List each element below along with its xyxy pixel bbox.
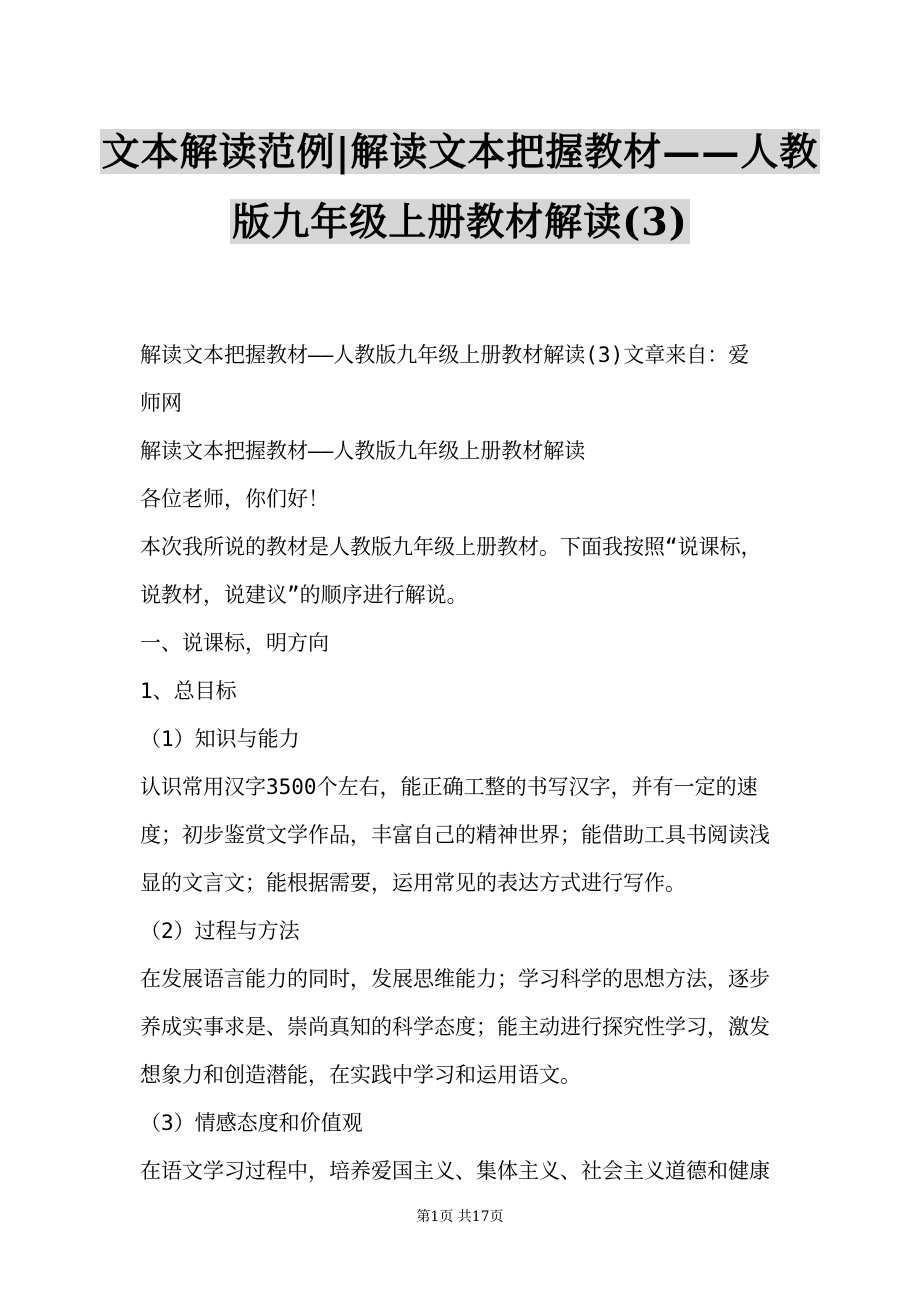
- paragraph-line: 说教材，说建议”的顺序进行解说。: [140, 583, 468, 607]
- paragraph-line: 解读文本把握教材——人教版九年级上册教材解读: [140, 439, 586, 463]
- paragraph-line: 认识常用汉字3500个左右，能正确工整的书写汉字，并有一定的速: [140, 775, 758, 799]
- section-heading: 一、说课标，明方向: [140, 631, 329, 655]
- title-text-2: 版九年级上册教材解读(3): [232, 199, 688, 244]
- page-footer: 第1页 共17页: [416, 1209, 504, 1225]
- paragraph-line: 度；初步鉴赏文学作品，丰富自己的精神世界；能借助工具书阅读浅: [140, 823, 770, 847]
- paragraph-line: 师网: [140, 391, 182, 415]
- paragraph-line: 在语文学习过程中，培养爱国主义、集体主义、社会主义道德和健康: [140, 1159, 770, 1183]
- document-title-line-2: [0, 198, 920, 246]
- document-title-line-1: [0, 128, 920, 176]
- subsection-heading: （3）情感态度和价值观: [140, 1111, 363, 1135]
- subsection-heading: 1、总目标: [140, 679, 237, 703]
- paragraph-line: 显的文言文；能根据需要，运用常见的表达方式进行写作。: [140, 871, 686, 895]
- paragraph-line: 各位老师，你们好！: [140, 487, 329, 511]
- subsection-heading: （1）知识与能力: [140, 727, 300, 751]
- paragraph-line: 想象力和创造潜能，在实践中学习和运用语文。: [140, 1063, 581, 1087]
- paragraph-line: 本次我所说的教材是人教版九年级上册教材。下面我按照“说课标，: [140, 535, 762, 559]
- subsection-heading: （2）过程与方法: [140, 919, 300, 943]
- paragraph-line: 解读文本把握教材——人教版九年级上册教材解读(3)文章来自：爱: [140, 343, 750, 367]
- paragraph-line: 在发展语言能力的同时，发展思维能力；学习科学的思想方法，逐步: [140, 967, 770, 991]
- title-text-1: 文本解读范例|解读文本把握教材——人教: [101, 129, 819, 174]
- paragraph-line: 养成实事求是、崇尚真知的科学态度；能主动进行探究性学习，激发: [140, 1015, 770, 1039]
